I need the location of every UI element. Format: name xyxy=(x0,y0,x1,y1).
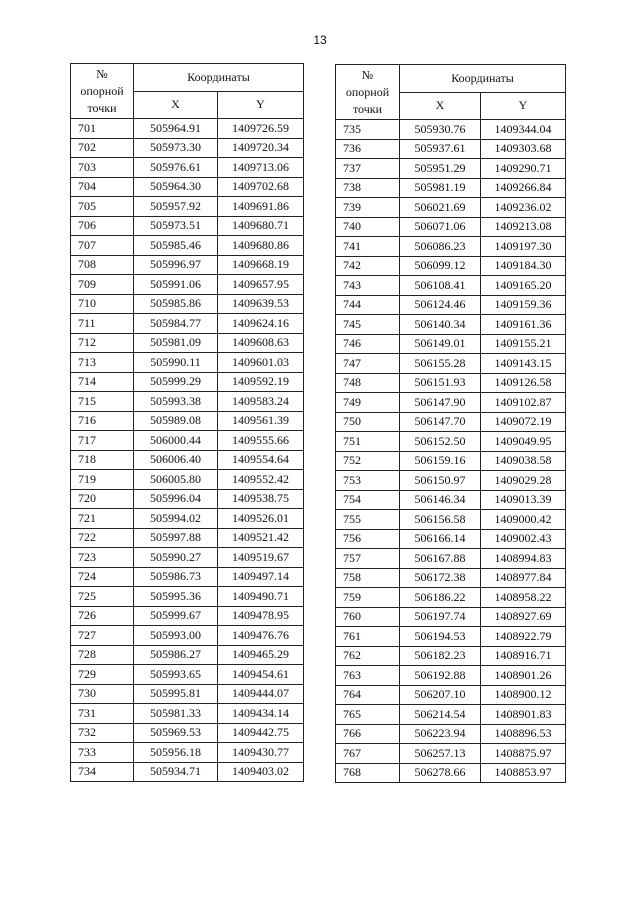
table-row xyxy=(71,665,304,685)
x-coordinate-cell: 505990.11 xyxy=(134,353,218,373)
x-coordinate-cell: 506278.66 xyxy=(400,763,481,783)
x-coordinate-cell: 505986.73 xyxy=(134,567,218,587)
x-coordinate-cell: 506182.23 xyxy=(400,646,481,666)
point-number-cell: 725 xyxy=(71,587,134,607)
table-row xyxy=(71,411,304,431)
y-coordinate-cell: 1409236.02 xyxy=(481,198,566,218)
y-coordinate-cell: 1409344.04 xyxy=(481,120,566,140)
coordinates-table-left xyxy=(70,63,304,782)
point-number-cell: 754 xyxy=(336,490,400,510)
table-row xyxy=(71,275,304,295)
point-number-cell: 745 xyxy=(336,315,400,335)
point-number-cell: 751 xyxy=(336,432,400,452)
point-number-cell: 703 xyxy=(71,158,134,178)
table-row xyxy=(336,334,566,354)
table-row xyxy=(336,627,566,647)
table-row xyxy=(71,392,304,412)
x-coordinate-cell: 506149.01 xyxy=(400,334,481,354)
point-number-cell: 709 xyxy=(71,275,134,295)
point-number-cell: 768 xyxy=(336,763,400,783)
table-row xyxy=(336,666,566,686)
y-coordinate-cell: 1409430.77 xyxy=(218,743,304,763)
table-row xyxy=(336,607,566,627)
x-coordinate-cell: 505996.04 xyxy=(134,489,218,509)
x-coordinate-cell: 505986.27 xyxy=(134,645,218,665)
table-row xyxy=(71,645,304,665)
table-row xyxy=(336,744,566,764)
table-row xyxy=(71,177,304,197)
x-coordinate-cell: 505973.30 xyxy=(134,138,218,158)
y-coordinate-cell: 1409552.42 xyxy=(218,470,304,490)
table-row xyxy=(336,120,566,140)
point-number-cell: 728 xyxy=(71,645,134,665)
y-coordinate-cell: 1409668.19 xyxy=(218,255,304,275)
y-coordinate-cell: 1409601.03 xyxy=(218,353,304,373)
y-coordinate-cell: 1409521.42 xyxy=(218,528,304,548)
x-coordinate-cell: 505957.92 xyxy=(134,197,218,217)
table-row xyxy=(336,217,566,237)
y-coordinate-cell: 1409476.76 xyxy=(218,626,304,646)
y-coordinate-cell: 1409561.39 xyxy=(218,411,304,431)
table-row xyxy=(71,606,304,626)
header-y: Y xyxy=(481,92,566,120)
table-row xyxy=(336,529,566,549)
x-coordinate-cell: 506207.10 xyxy=(400,685,481,705)
x-coordinate-cell: 506194.53 xyxy=(400,627,481,647)
y-coordinate-cell: 1409726.59 xyxy=(218,119,304,139)
table-row xyxy=(336,568,566,588)
x-coordinate-cell: 506166.14 xyxy=(400,529,481,549)
y-coordinate-cell: 1408922.79 xyxy=(481,627,566,647)
table-row xyxy=(336,412,566,432)
x-coordinate-cell: 505999.29 xyxy=(134,372,218,392)
y-coordinate-cell: 1409624.16 xyxy=(218,314,304,334)
y-coordinate-cell: 1409538.75 xyxy=(218,489,304,509)
y-coordinate-cell: 1408896.53 xyxy=(481,724,566,744)
point-number-cell: 704 xyxy=(71,177,134,197)
header-x: X xyxy=(134,91,218,119)
point-number-cell: 765 xyxy=(336,705,400,725)
point-number-cell: 746 xyxy=(336,334,400,354)
x-coordinate-cell: 506151.93 xyxy=(400,373,481,393)
x-coordinate-cell: 505969.53 xyxy=(134,723,218,743)
y-coordinate-cell: 1409102.87 xyxy=(481,393,566,413)
table-row xyxy=(336,490,566,510)
y-coordinate-cell: 1409592.19 xyxy=(218,372,304,392)
x-coordinate-cell: 506150.97 xyxy=(400,471,481,491)
point-number-cell: 724 xyxy=(71,567,134,587)
x-coordinate-cell: 505981.33 xyxy=(134,704,218,724)
point-number-cell: 734 xyxy=(71,762,134,782)
table-row xyxy=(336,276,566,296)
table-row xyxy=(71,509,304,529)
y-coordinate-cell: 1409161.36 xyxy=(481,315,566,335)
y-coordinate-cell: 1409583.24 xyxy=(218,392,304,412)
y-coordinate-cell: 1409159.36 xyxy=(481,295,566,315)
point-number-cell: 743 xyxy=(336,276,400,296)
point-number-cell: 708 xyxy=(71,255,134,275)
table-row xyxy=(336,549,566,569)
y-coordinate-cell: 1408958.22 xyxy=(481,588,566,608)
y-coordinate-cell: 1409303.68 xyxy=(481,139,566,159)
point-number-cell: 759 xyxy=(336,588,400,608)
x-coordinate-cell: 506146.34 xyxy=(400,490,481,510)
table-row xyxy=(71,294,304,314)
point-number-cell: 723 xyxy=(71,548,134,568)
coordinates-table-right xyxy=(335,64,566,783)
point-number-cell: 758 xyxy=(336,568,400,588)
point-number-cell: 741 xyxy=(336,237,400,257)
point-number-cell: 707 xyxy=(71,236,134,256)
table-row xyxy=(336,354,566,374)
point-number-cell: 742 xyxy=(336,256,400,276)
point-number-cell: 740 xyxy=(336,217,400,237)
point-number-cell: 719 xyxy=(71,470,134,490)
x-coordinate-cell: 506257.13 xyxy=(400,744,481,764)
point-number-cell: 744 xyxy=(336,295,400,315)
x-coordinate-cell: 506214.54 xyxy=(400,705,481,725)
point-number-cell: 748 xyxy=(336,373,400,393)
table-row xyxy=(336,685,566,705)
table-row xyxy=(71,723,304,743)
y-coordinate-cell: 1409049.95 xyxy=(481,432,566,452)
point-number-cell: 762 xyxy=(336,646,400,666)
table-row xyxy=(71,372,304,392)
point-number-cell: 753 xyxy=(336,471,400,491)
x-coordinate-cell: 505951.29 xyxy=(400,159,481,179)
table-row xyxy=(336,256,566,276)
point-number-cell: 711 xyxy=(71,314,134,334)
point-number-cell: 750 xyxy=(336,412,400,432)
x-coordinate-cell: 505956.18 xyxy=(134,743,218,763)
x-coordinate-cell: 505981.09 xyxy=(134,333,218,353)
table-row xyxy=(336,198,566,218)
x-coordinate-cell: 506140.34 xyxy=(400,315,481,335)
header-num-line: опорной xyxy=(80,83,124,98)
point-number-cell: 706 xyxy=(71,216,134,236)
header-num-line: № xyxy=(96,66,108,81)
point-number-cell: 738 xyxy=(336,178,400,198)
point-number-cell: 757 xyxy=(336,549,400,569)
x-coordinate-cell: 505994.02 xyxy=(134,509,218,529)
x-coordinate-cell: 506021.69 xyxy=(400,198,481,218)
x-coordinate-cell: 506167.88 xyxy=(400,549,481,569)
table-row xyxy=(71,314,304,334)
x-coordinate-cell: 505995.36 xyxy=(134,587,218,607)
x-coordinate-cell: 505997.88 xyxy=(134,528,218,548)
point-number-cell: 752 xyxy=(336,451,400,471)
y-coordinate-cell: 1409013.39 xyxy=(481,490,566,510)
table-row xyxy=(71,743,304,763)
table-row xyxy=(71,431,304,451)
x-coordinate-cell: 505985.86 xyxy=(134,294,218,314)
y-coordinate-cell: 1409002.43 xyxy=(481,529,566,549)
point-number-cell: 761 xyxy=(336,627,400,647)
y-coordinate-cell: 1408901.83 xyxy=(481,705,566,725)
x-coordinate-cell: 505993.00 xyxy=(134,626,218,646)
y-coordinate-cell: 1409713.06 xyxy=(218,158,304,178)
header-x: X xyxy=(400,92,481,120)
x-coordinate-cell: 506147.70 xyxy=(400,412,481,432)
point-number-cell: 726 xyxy=(71,606,134,626)
point-number-cell: 718 xyxy=(71,450,134,470)
table-row xyxy=(71,684,304,704)
header-coordinates: Координаты xyxy=(400,65,566,93)
point-number-cell: 732 xyxy=(71,723,134,743)
x-coordinate-cell: 506152.50 xyxy=(400,432,481,452)
table-row xyxy=(71,587,304,607)
header-num-line: № xyxy=(361,67,374,82)
x-coordinate-cell: 506197.74 xyxy=(400,607,481,627)
y-coordinate-cell: 1409555.66 xyxy=(218,431,304,451)
x-coordinate-cell: 505964.30 xyxy=(134,177,218,197)
x-coordinate-cell: 506147.90 xyxy=(400,393,481,413)
y-coordinate-cell: 1409155.21 xyxy=(481,334,566,354)
table-row xyxy=(336,237,566,257)
x-coordinate-cell: 506086.23 xyxy=(400,237,481,257)
table-row xyxy=(71,567,304,587)
x-coordinate-cell: 505996.97 xyxy=(134,255,218,275)
table-row xyxy=(336,588,566,608)
y-coordinate-cell: 1409038.58 xyxy=(481,451,566,471)
x-coordinate-cell: 505985.46 xyxy=(134,236,218,256)
table-row xyxy=(71,158,304,178)
y-coordinate-cell: 1409519.67 xyxy=(218,548,304,568)
point-number-cell: 727 xyxy=(71,626,134,646)
y-coordinate-cell: 1409072.19 xyxy=(481,412,566,432)
y-coordinate-cell: 1409454.61 xyxy=(218,665,304,685)
table-row xyxy=(71,489,304,509)
table-row xyxy=(336,393,566,413)
y-coordinate-cell: 1409657.95 xyxy=(218,275,304,295)
table-row xyxy=(336,510,566,530)
table-row xyxy=(71,138,304,158)
table-row xyxy=(71,333,304,353)
y-coordinate-cell: 1409608.63 xyxy=(218,333,304,353)
y-coordinate-cell: 1409184.30 xyxy=(481,256,566,276)
header-point-number xyxy=(71,64,134,119)
x-coordinate-cell: 506192.88 xyxy=(400,666,481,686)
table-row xyxy=(71,528,304,548)
point-number-cell: 739 xyxy=(336,198,400,218)
x-coordinate-cell: 506156.58 xyxy=(400,510,481,530)
point-number-cell: 731 xyxy=(71,704,134,724)
x-coordinate-cell: 505991.06 xyxy=(134,275,218,295)
x-coordinate-cell: 506099.12 xyxy=(400,256,481,276)
table-row xyxy=(71,353,304,373)
point-number-cell: 720 xyxy=(71,489,134,509)
table-row xyxy=(336,159,566,179)
header-y: Y xyxy=(218,91,304,119)
y-coordinate-cell: 1409680.86 xyxy=(218,236,304,256)
y-coordinate-cell: 1409126.58 xyxy=(481,373,566,393)
point-number-cell: 764 xyxy=(336,685,400,705)
y-coordinate-cell: 1409442.75 xyxy=(218,723,304,743)
x-coordinate-cell: 506000.44 xyxy=(134,431,218,451)
y-coordinate-cell: 1409000.42 xyxy=(481,510,566,530)
point-number-cell: 721 xyxy=(71,509,134,529)
point-number-cell: 729 xyxy=(71,665,134,685)
header-num-line: точки xyxy=(352,101,383,116)
table-body-right xyxy=(336,120,566,783)
x-coordinate-cell: 505990.27 xyxy=(134,548,218,568)
y-coordinate-cell: 1408977.84 xyxy=(481,568,566,588)
table-row xyxy=(71,197,304,217)
table-row xyxy=(336,763,566,783)
x-coordinate-cell: 505984.77 xyxy=(134,314,218,334)
table-row xyxy=(71,255,304,275)
y-coordinate-cell: 1409490.71 xyxy=(218,587,304,607)
y-coordinate-cell: 1409497.14 xyxy=(218,567,304,587)
table-row xyxy=(71,119,304,139)
x-coordinate-cell: 505930.76 xyxy=(400,120,481,140)
y-coordinate-cell: 1408900.12 xyxy=(481,685,566,705)
x-coordinate-cell: 506108.41 xyxy=(400,276,481,296)
point-number-cell: 735 xyxy=(336,120,400,140)
y-coordinate-cell: 1408916.71 xyxy=(481,646,566,666)
y-coordinate-cell: 1409680.71 xyxy=(218,216,304,236)
point-number-cell: 702 xyxy=(71,138,134,158)
x-coordinate-cell: 505934.71 xyxy=(134,762,218,782)
y-coordinate-cell: 1409526.01 xyxy=(218,509,304,529)
x-coordinate-cell: 506223.94 xyxy=(400,724,481,744)
table-row xyxy=(336,451,566,471)
point-number-cell: 763 xyxy=(336,666,400,686)
point-number-cell: 713 xyxy=(71,353,134,373)
x-coordinate-cell: 506159.16 xyxy=(400,451,481,471)
y-coordinate-cell: 1409702.68 xyxy=(218,177,304,197)
y-coordinate-cell: 1409266.84 xyxy=(481,178,566,198)
point-number-cell: 716 xyxy=(71,411,134,431)
table-row xyxy=(336,139,566,159)
x-coordinate-cell: 506186.22 xyxy=(400,588,481,608)
table-body-left xyxy=(71,119,304,782)
y-coordinate-cell: 1408875.97 xyxy=(481,744,566,764)
point-number-cell: 701 xyxy=(71,119,134,139)
table-row xyxy=(71,470,304,490)
point-number-cell: 715 xyxy=(71,392,134,412)
y-coordinate-cell: 1409554.64 xyxy=(218,450,304,470)
x-coordinate-cell: 505993.65 xyxy=(134,665,218,685)
point-number-cell: 756 xyxy=(336,529,400,549)
x-coordinate-cell: 505993.38 xyxy=(134,392,218,412)
table-row xyxy=(336,315,566,335)
table-row xyxy=(71,236,304,256)
y-coordinate-cell: 1409639.53 xyxy=(218,294,304,314)
table-row xyxy=(71,762,304,782)
x-coordinate-cell: 505995.81 xyxy=(134,684,218,704)
point-number-cell: 766 xyxy=(336,724,400,744)
table-row xyxy=(71,216,304,236)
point-number-cell: 736 xyxy=(336,139,400,159)
header-num-line: опорной xyxy=(345,84,390,99)
table-row xyxy=(336,471,566,491)
point-number-cell: 737 xyxy=(336,159,400,179)
x-coordinate-cell: 505973.51 xyxy=(134,216,218,236)
x-coordinate-cell: 506006.40 xyxy=(134,450,218,470)
table-row xyxy=(71,626,304,646)
point-number-cell: 767 xyxy=(336,744,400,764)
y-coordinate-cell: 1409403.02 xyxy=(218,762,304,782)
y-coordinate-cell: 1409290.71 xyxy=(481,159,566,179)
x-coordinate-cell: 506124.46 xyxy=(400,295,481,315)
header-coordinates: Координаты xyxy=(134,64,304,92)
header-num-line: точки xyxy=(87,100,117,115)
table-row xyxy=(71,548,304,568)
y-coordinate-cell: 1409691.86 xyxy=(218,197,304,217)
point-number-cell: 747 xyxy=(336,354,400,374)
table-row xyxy=(336,724,566,744)
x-coordinate-cell: 506071.06 xyxy=(400,217,481,237)
y-coordinate-cell: 1409213.08 xyxy=(481,217,566,237)
y-coordinate-cell: 1409444.07 xyxy=(218,684,304,704)
x-coordinate-cell: 506005.80 xyxy=(134,470,218,490)
table-row xyxy=(71,704,304,724)
point-number-cell: 717 xyxy=(71,431,134,451)
y-coordinate-cell: 1409197.30 xyxy=(481,237,566,257)
point-number-cell: 749 xyxy=(336,393,400,413)
point-number-cell: 714 xyxy=(71,372,134,392)
point-number-cell: 710 xyxy=(71,294,134,314)
point-number-cell: 760 xyxy=(336,607,400,627)
y-coordinate-cell: 1408927.69 xyxy=(481,607,566,627)
point-number-cell: 712 xyxy=(71,333,134,353)
point-number-cell: 722 xyxy=(71,528,134,548)
y-coordinate-cell: 1409478.95 xyxy=(218,606,304,626)
y-coordinate-cell: 1408853.97 xyxy=(481,763,566,783)
y-coordinate-cell: 1408901.26 xyxy=(481,666,566,686)
y-coordinate-cell: 1409143.15 xyxy=(481,354,566,374)
table-row xyxy=(336,373,566,393)
y-coordinate-cell: 1409434.14 xyxy=(218,704,304,724)
table-row xyxy=(71,450,304,470)
page-number: 13 xyxy=(313,33,327,47)
header-point-number xyxy=(336,65,400,120)
y-coordinate-cell: 1408994.83 xyxy=(481,549,566,569)
point-number-cell: 755 xyxy=(336,510,400,530)
y-coordinate-cell: 1409465.29 xyxy=(218,645,304,665)
table-row xyxy=(336,646,566,666)
point-number-cell: 733 xyxy=(71,743,134,763)
x-coordinate-cell: 505981.19 xyxy=(400,178,481,198)
point-number-cell: 730 xyxy=(71,684,134,704)
y-coordinate-cell: 1409029.28 xyxy=(481,471,566,491)
x-coordinate-cell: 505989.08 xyxy=(134,411,218,431)
y-coordinate-cell: 1409165.20 xyxy=(481,276,566,296)
table-row xyxy=(336,432,566,452)
x-coordinate-cell: 505937.61 xyxy=(400,139,481,159)
table-row xyxy=(336,295,566,315)
x-coordinate-cell: 506172.38 xyxy=(400,568,481,588)
table-row xyxy=(336,178,566,198)
table-row xyxy=(336,705,566,725)
x-coordinate-cell: 505964.91 xyxy=(134,119,218,139)
point-number-cell: 705 xyxy=(71,197,134,217)
y-coordinate-cell: 1409720.34 xyxy=(218,138,304,158)
x-coordinate-cell: 505999.67 xyxy=(134,606,218,626)
x-coordinate-cell: 506155.28 xyxy=(400,354,481,374)
x-coordinate-cell: 505976.61 xyxy=(134,158,218,178)
